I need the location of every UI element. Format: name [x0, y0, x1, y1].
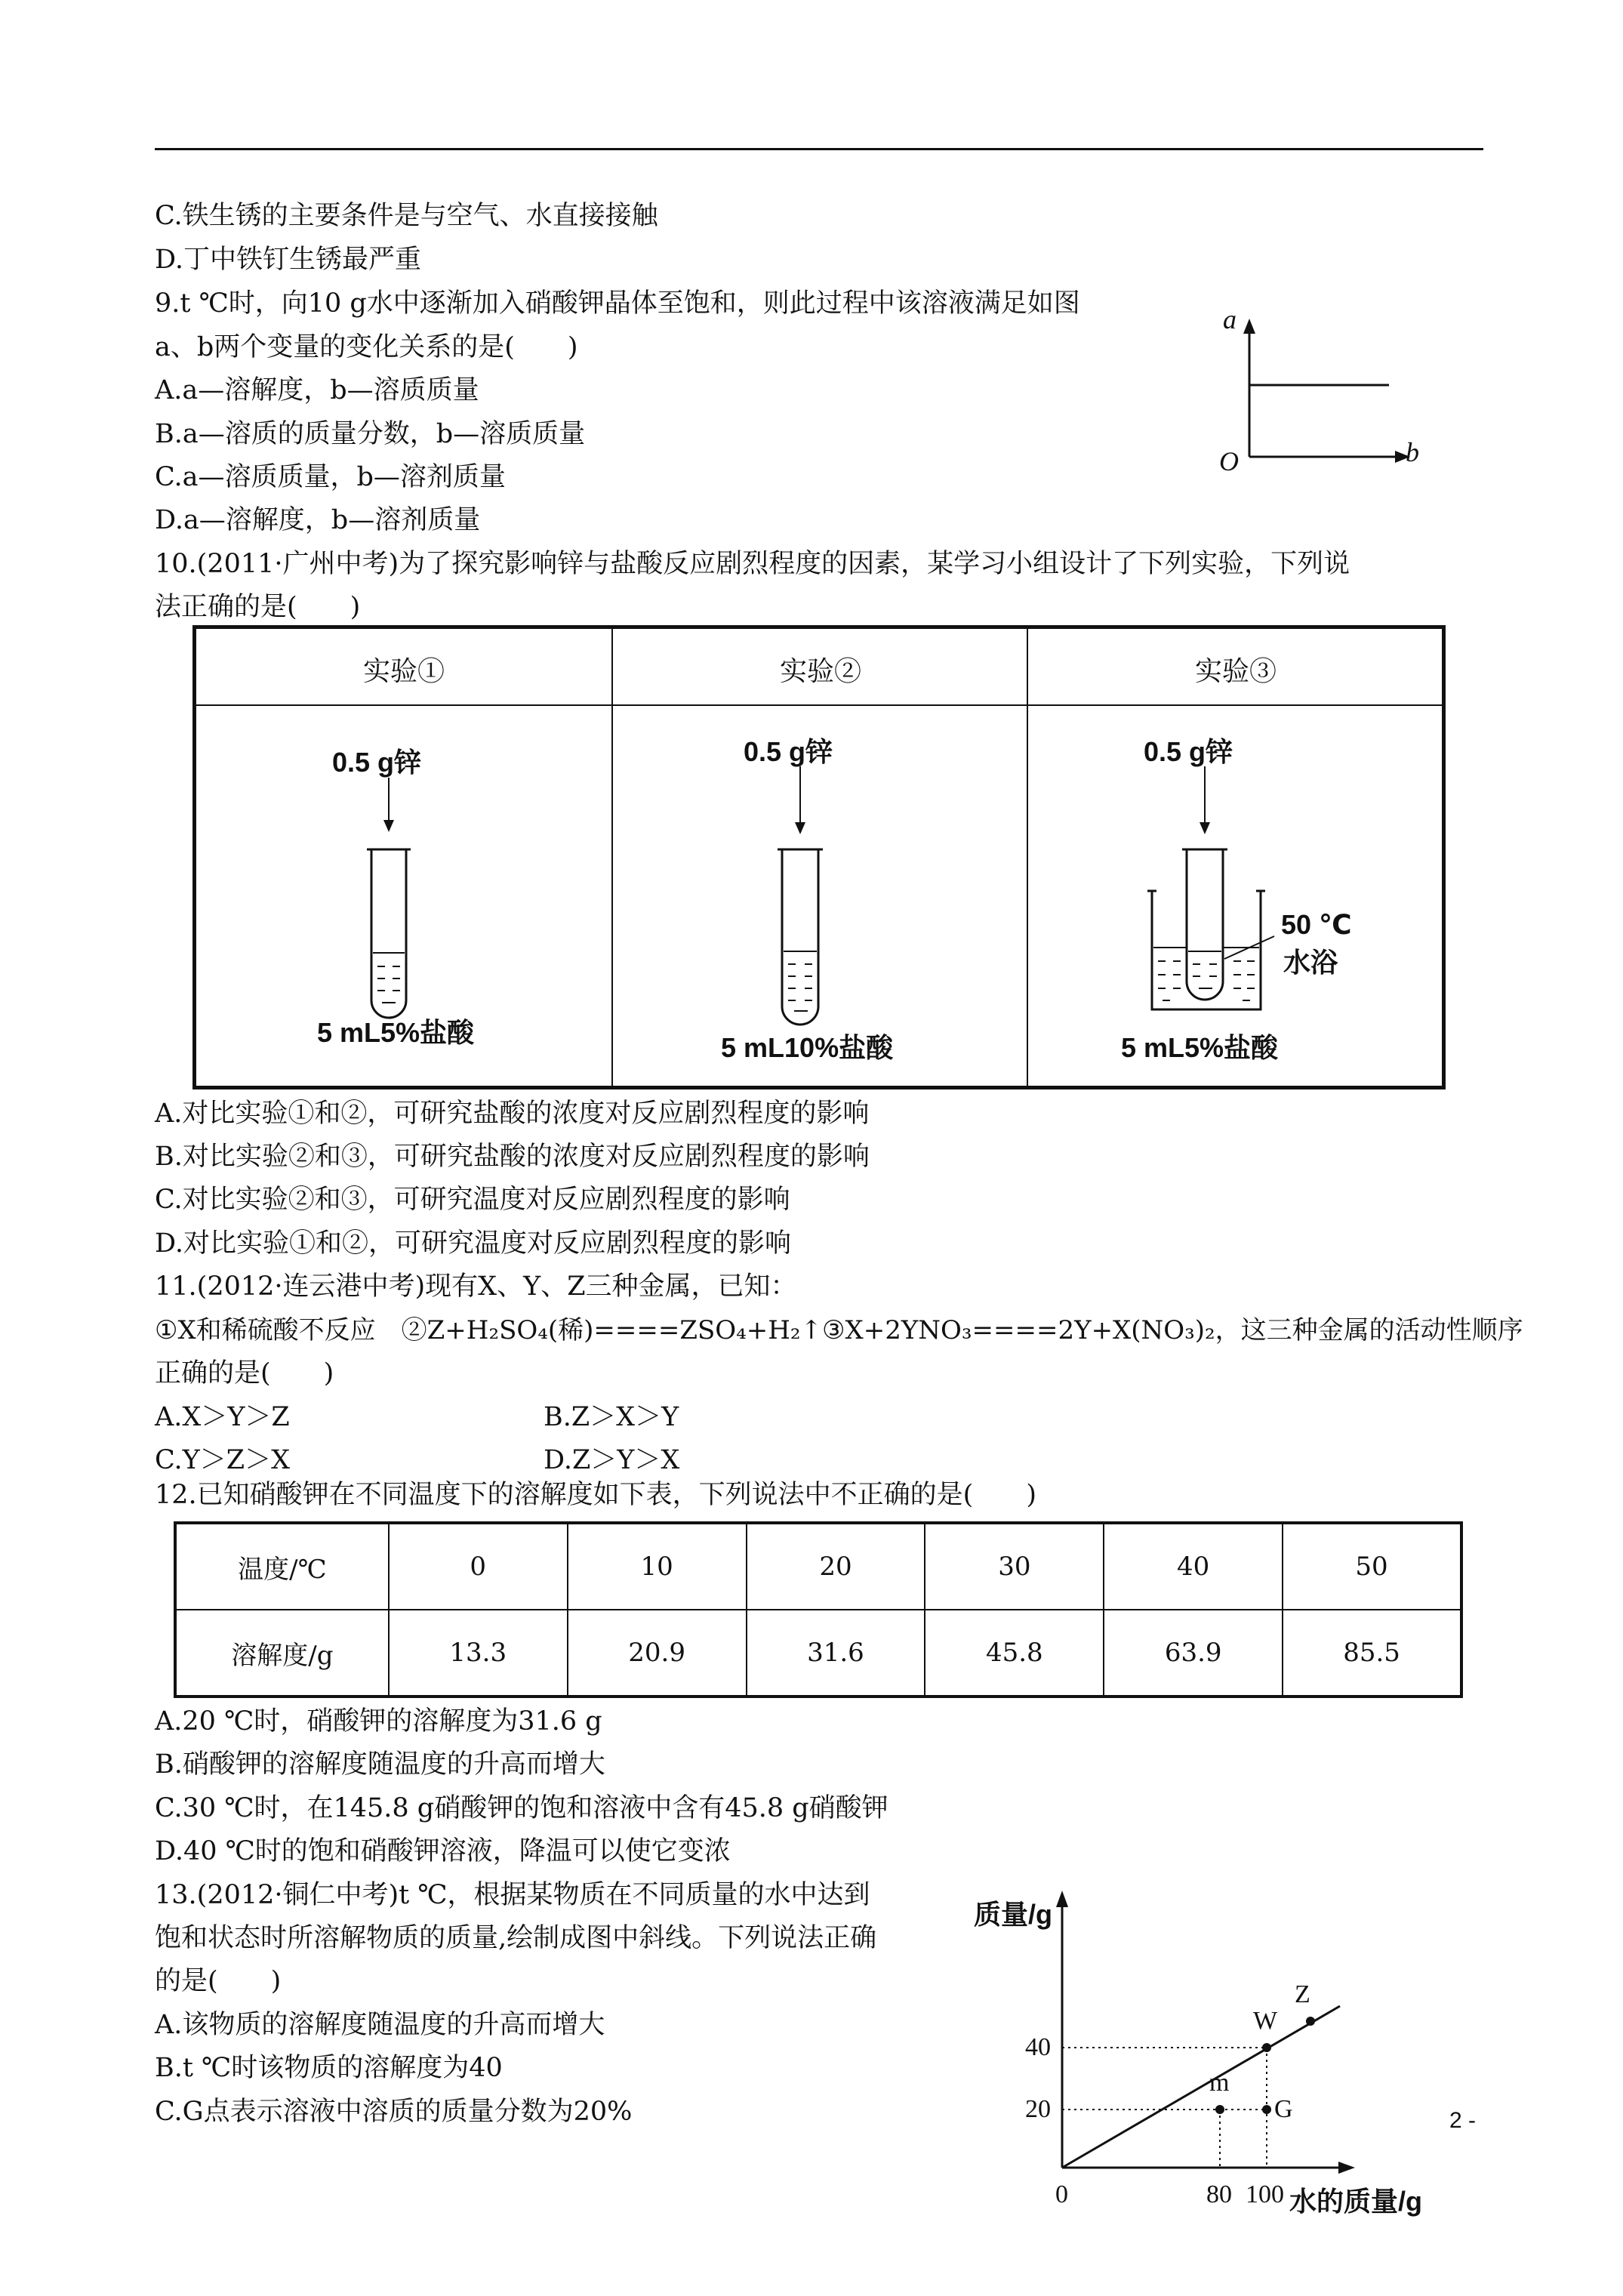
solubility-table — [174, 1521, 1463, 1698]
question-11-conditions: ①X和稀硫酸不反应 ②Z+H₂SO₄(稀)====ZSO₄+H₂↑③X+2YNO₃====2Y+X(NO₃)₂，这三种金属的活动性顺序 — [155, 1315, 1523, 1345]
table-cell: 10 — [568, 1523, 747, 1610]
option-a-q10: A.对比实验①和②，可研究盐酸的浓度对反应剧烈程度的影响 — [155, 1099, 870, 1129]
experiment-divider-2 — [1027, 629, 1028, 1086]
table-cell: 31.6 — [747, 1610, 925, 1697]
option-c-q8: C.铁生锈的主要条件是与空气、水直接接触 — [155, 201, 658, 231]
option-c-q10: C.对比实验②和③，可研究温度对反应剧烈程度的影响 — [155, 1185, 790, 1215]
graph-q13-y-tick-40: 40 — [1025, 2033, 1051, 2061]
option-d-q10: D.对比实验①和②，可研究温度对反应剧烈程度的影响 — [155, 1228, 791, 1259]
experiment-3-acid: 5 mL5%盐酸 — [1121, 1032, 1279, 1063]
experiment-1-header: 实验① — [362, 656, 445, 687]
option-c-q12: C.30 ℃时，在145.8 g硝酸钾的饱和溶液中含有45.8 g硝酸钾 — [155, 1793, 888, 1823]
point-g — [1262, 2105, 1271, 2114]
table-cell: 50 — [1283, 1523, 1461, 1610]
graph-q13-label-m: m — [1209, 2069, 1230, 2097]
experiment-1-zinc: 0.5 g锌 — [332, 747, 422, 778]
graph-q13-label-g: G — [1274, 2095, 1293, 2123]
option-c-q13: C.G点表示溶液中溶质的质量分数为20% — [155, 2097, 633, 2127]
point-z — [1306, 2017, 1315, 2026]
graph-q13 — [1042, 1903, 1449, 2220]
experiment-1-test-tube — [355, 778, 445, 1012]
option-b-q9: B.a—溶质的质量分数，b—溶质质量 — [155, 419, 586, 449]
table-cell: 20 — [747, 1523, 925, 1610]
graph-q13-label-w: W — [1253, 2007, 1278, 2035]
graph-q13-label-z: Z — [1295, 1980, 1310, 2008]
graph-q9-x-label: b — [1406, 437, 1419, 467]
graph-q13-origin: 0 — [1055, 2180, 1068, 2208]
graph-q13-x-tick-80: 80 — [1206, 2180, 1232, 2208]
table-cell: 0 — [389, 1523, 568, 1610]
option-b-q10: B.对比实验②和③，可研究盐酸的浓度对反应剧烈程度的影响 — [155, 1142, 870, 1172]
question-13-stem: 13.(2012·铜仁中考)t ℃，根据某物质在不同质量的水中达到 — [155, 1880, 870, 1910]
graph-q9-origin: O — [1219, 446, 1239, 476]
table-cell: 85.5 — [1283, 1610, 1461, 1697]
option-a-q13: A.该物质的溶解度随温度的升高而增大 — [155, 2010, 605, 2040]
graph-q13-x-label: 水的质量/g — [1289, 2186, 1422, 2217]
table-cell: 63.9 — [1104, 1610, 1283, 1697]
option-d-q11: D.Z＞Y＞X — [544, 1445, 680, 1475]
question-9-stem: 9.t ℃时，向10 g水中逐渐加入硝酸钾晶体至饱和，则此过程中该溶液满足如图 — [155, 288, 1080, 319]
table-row-header-temperature: 温度/℃ — [175, 1523, 389, 1610]
option-d-q12: D.40 ℃时的饱和硝酸钾溶液，降温可以使它变浓 — [155, 1836, 731, 1866]
table-cell: 20.9 — [568, 1610, 747, 1697]
page-number: 2 - — [1449, 2108, 1477, 2133]
experiment-2-header: 实验② — [779, 656, 861, 687]
table-cell: 45.8 — [925, 1610, 1104, 1697]
graph-q13-y-tick-20: 20 — [1025, 2095, 1051, 2123]
header-rule — [155, 148, 1483, 150]
question-13-stem-2: 饱和状态时所溶解物质的质量,绘制成图中斜线。下列说法正确 — [155, 1923, 877, 1953]
table-cell: 40 — [1104, 1523, 1283, 1610]
option-a-q12: A.20 ℃时，硝酸钾的溶解度为31.6 g — [155, 1706, 602, 1737]
option-b-q11: B.Z＞X＞Y — [544, 1402, 679, 1432]
experiment-1-acid: 5 mL5%盐酸 — [317, 1017, 475, 1048]
experiment-2-test-tube — [765, 766, 856, 1027]
question-11-stem-2: 正确的是( ) — [155, 1358, 334, 1388]
table-row — [175, 1523, 1461, 1610]
table-cell: 30 — [925, 1523, 1104, 1610]
point-w — [1262, 2043, 1271, 2052]
experiment-divider-1 — [611, 629, 613, 1086]
experiment-2-zinc: 0.5 g锌 — [744, 736, 833, 767]
option-b-q12: B.硝酸钾的溶解度随温度的升高而增大 — [155, 1749, 605, 1780]
experiment-3-bath-label: 水浴 — [1283, 947, 1338, 978]
table-row-header-solubility: 溶解度/g — [175, 1610, 389, 1697]
experiment-3-zinc: 0.5 g锌 — [1144, 736, 1233, 767]
graph-q9 — [1208, 302, 1434, 476]
option-c-q11: C.Y＞Z＞X — [155, 1445, 290, 1475]
experiment-3-bath-temp: 50 ℃ — [1281, 909, 1352, 940]
graph-q13-y-label: 质量/g — [974, 1899, 1052, 1930]
option-d-q9: D.a—溶解度，b—溶剂质量 — [155, 505, 481, 535]
option-c-q9: C.a—溶质质量，b—溶剂质量 — [155, 462, 506, 492]
question-9-stem-2: a、b两个变量的变化关系的是( ) — [155, 332, 578, 362]
table-cell: 13.3 — [389, 1610, 568, 1697]
question-13-stem-3: 的是( ) — [155, 1966, 282, 1996]
option-a-q11: A.X＞Y＞Z — [155, 1402, 290, 1432]
experiment-2-acid: 5 mL10%盐酸 — [721, 1032, 894, 1063]
question-11-stem: 11.(2012·连云港中考)现有X、Y、Z三种金属，已知： — [155, 1271, 797, 1302]
question-10-stem: 10.(2011·广州中考)为了探究影响锌与盐酸反应剧烈程度的因素，某学习小组设计了下列实验，下列说 — [155, 549, 1350, 579]
experiment-3-beaker — [1140, 766, 1366, 1027]
graph-q9-y-label: a — [1223, 304, 1236, 334]
option-d-q8: D.丁中铁钉生锈最严重 — [155, 245, 421, 275]
question-12-stem: 12.已知硝酸钾在不同温度下的溶解度如下表，下列说法中不正确的是( ) — [155, 1480, 1036, 1510]
table-row — [175, 1610, 1461, 1697]
question-10-stem-2: 法正确的是( ) — [155, 592, 361, 622]
option-a-q9: A.a—溶解度，b—溶质质量 — [155, 375, 479, 405]
graph-q13-x-tick-100: 100 — [1246, 2180, 1284, 2208]
point-m — [1215, 2105, 1224, 2114]
option-b-q13: B.t ℃时该物质的溶解度为40 — [155, 2053, 503, 2083]
experiment-3-header: 实验③ — [1194, 656, 1277, 687]
